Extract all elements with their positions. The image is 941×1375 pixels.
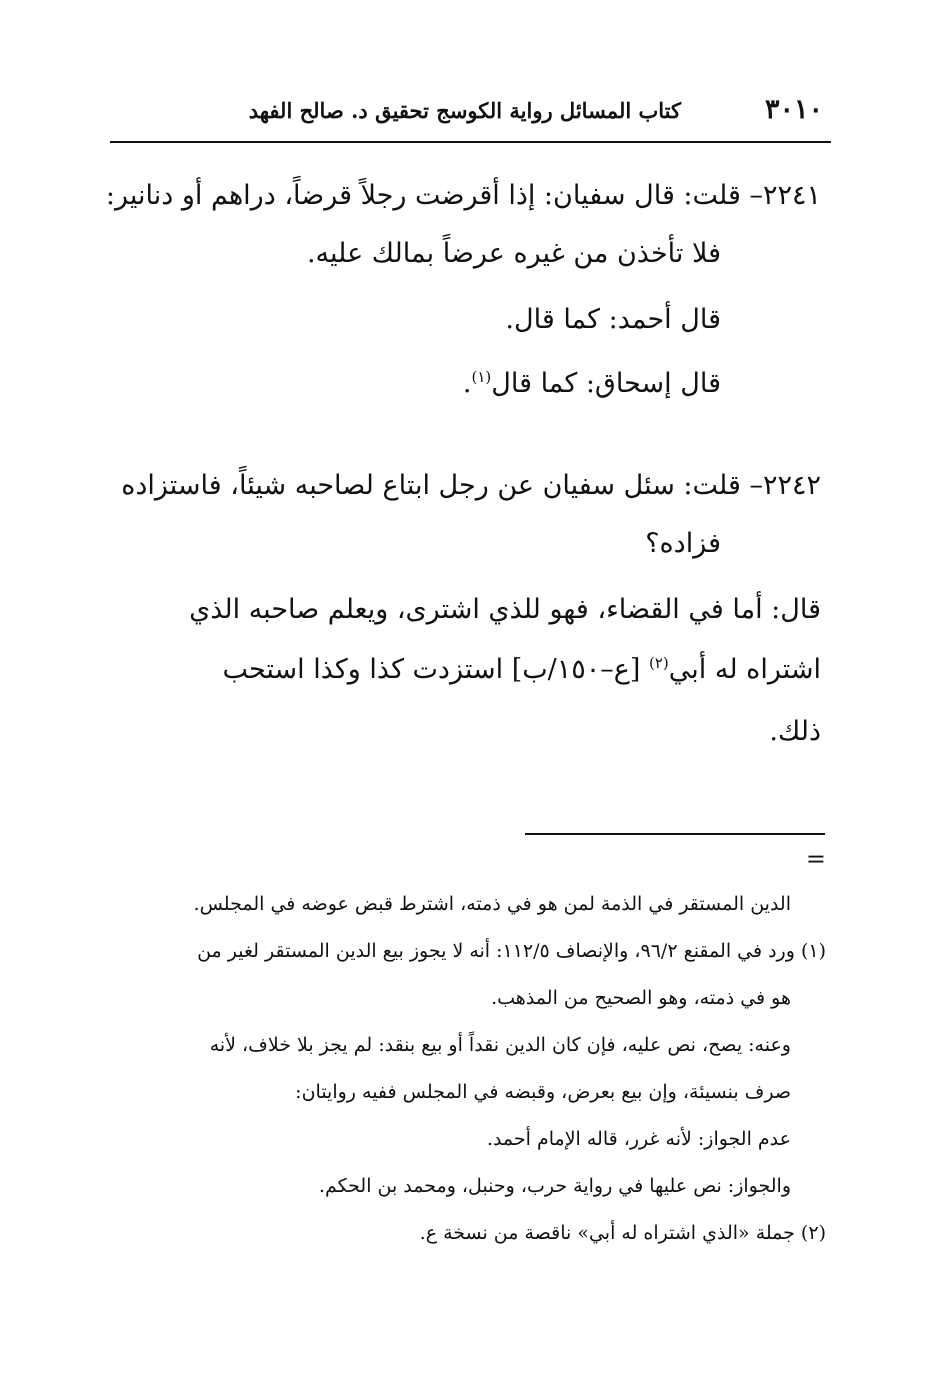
entry-line <box>121 470 821 501</box>
entry-line: فلا تأخذن من غيره عرضاً بمالك عليه. <box>306 238 721 269</box>
entry-2241 <box>105 180 821 420</box>
footnote-line: الدين المستقر في الذمة لمن هو في ذمته، اشترط قبض عوضه في المجلس. <box>193 893 791 915</box>
footnote-ref-2: (٢) <box>649 654 669 672</box>
entry-text: اشتراه له أبي <box>668 654 821 685</box>
entry-line: ذلك. <box>769 716 821 747</box>
entry-line: فزاده؟ <box>645 528 721 559</box>
entry-line <box>222 654 821 685</box>
footnote-line: (١) ورد في المقنع ٩٦/٢، والإنصاف ١١٢/٥: أنه لا يجوز بيع الدين المستقر لغير من <box>197 940 826 962</box>
entry-text: قلت: قال سفيان: إذا أقرضت رجلاً قرضاً، دراهم أو دنانير: <box>105 180 741 211</box>
footnote-line: والجواز: نص عليها في رواية حرب، وحنبل، ومحمد بن الحكم. <box>318 1175 791 1197</box>
page-number: ٣٠١٠ <box>764 94 823 125</box>
continued-mark: = <box>805 845 826 873</box>
entry-line <box>106 180 821 211</box>
header-rule <box>110 141 831 143</box>
entry-line <box>463 368 721 399</box>
entry-text: قلت: سئل سفيان عن رجل ابتاع لصاحبه شيئاً، فاستزاده <box>121 470 741 501</box>
running-title: كتاب المسائل رواية الكوسج تحقيق د. صالح الفهد <box>248 98 681 123</box>
entry-line: قال: أما في القضاء، فهو للذي اشترى، ويعلم صاحبه الذي <box>189 594 821 625</box>
entry-text: [ع–١٥٠/ب] استزدت كذا وكذا استحب <box>222 654 649 685</box>
page-header <box>110 92 831 136</box>
footnote-ref-1: (١) <box>471 368 492 386</box>
footnote-line: وعنه: يصح، نص عليه، فإن كان الدين نقداً أو بيع بنقد: لم يجز بلا خلاف، لأنه <box>209 1034 791 1056</box>
footnote-line: عدم الجواز: لأنه غرر، قاله الإمام أحمد. <box>486 1128 791 1150</box>
footnote-separator <box>525 833 825 835</box>
entry-text: قال إسحاق: كما قال <box>491 368 721 399</box>
entry-number: ٢٢٤٢– <box>749 470 821 501</box>
entry-2242 <box>110 470 821 770</box>
footnote-line: صرف بنسيئة، وإن بيع بعرض، وقبضه في المجلس ففيه روايتان: <box>295 1081 791 1103</box>
footnote-line: هو في ذمته، وهو الصحيح من المذهب. <box>491 987 791 1009</box>
entry-line: قال أحمد: كما قال. <box>505 304 721 335</box>
entry-number: ٢٢٤١– <box>749 180 821 211</box>
footnote-line: (٢) جملة «الذي اشتراه له أبي» ناقصة من نسخة ع. <box>419 1222 826 1244</box>
entry-text: . <box>462 368 472 399</box>
